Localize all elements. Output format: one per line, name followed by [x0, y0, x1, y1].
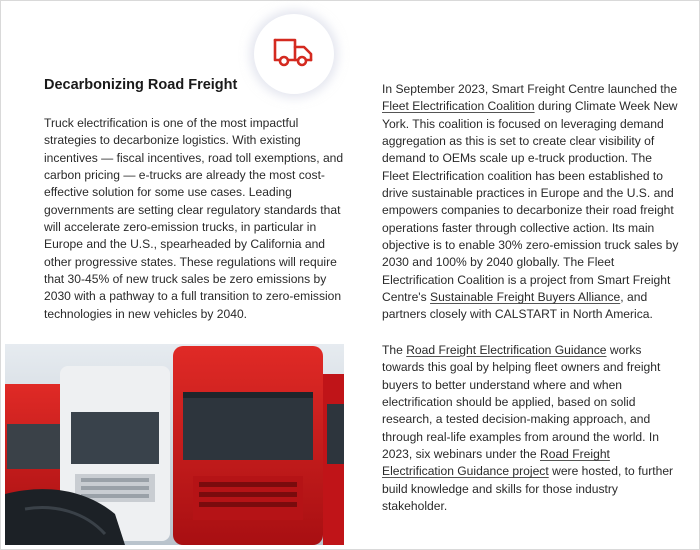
guidance-paragraph: [382, 342, 682, 515]
coalition-paragraph: [382, 81, 682, 324]
fleet-electrification-coalition-link[interactable]: Fleet Electrification Coalition: [382, 99, 535, 114]
text-span: were hosted, to further build knowledge and skills for those industry stakeholder.: [382, 464, 674, 514]
section-heading: Decarbonizing Road Freight: [44, 77, 238, 93]
text-span: In September 2023, Smart Freight Centre launched the: [382, 82, 678, 96]
intro-paragraph: Truck electrification is one of the most impactful strategies to decarbonize logistics. With existing incentives — fiscal incentives, road toll exemptions, and carbon pricing — e-trucks are already the most cost-effective solution for some use cases. Leading governments are setting clear regulatory standards that will accelerate zero-emission trucks, in particular in Europe and the U.S., spearheaded by California and other progressive states. These regulations will require that 30-45% of new truck sales be zero emissions by 2030 with a pathway to a full transition to zero-emission technologies in new vehicles by 2040.: [44, 116, 344, 321]
text-span: works towards this goal by helping fleet owners and freight buyers to better understand where and when electrification should be applied, based on solid research, a tested decision-making approach, and through real-life examples from around the world. In 2023, six webinars under the: [382, 343, 661, 462]
sustainable-freight-buyers-alliance-link[interactable]: Sustainable Freight Buyers Alliance: [430, 290, 621, 305]
text-span: , and partners closely with CALSTART in North America.: [382, 290, 653, 322]
guidance-project-link[interactable]: Road Freight Electrification Guidance project: [382, 447, 610, 479]
truck-icon: [273, 36, 315, 70]
truck-icon-badge: [254, 14, 334, 94]
text-span: during Climate Week New York. This coalition is focused on leveraging demand aggregation as this is set to create clear visibility of demand to OEMs scale up e-truck production. The Fleet Electrification coalition has been established to drive sustainable practices in Europe and the U.S. and empowers companies to decarbonize their road freight operations faster through collective action. Its main objective is to enable 30% zero-emission truck sales by 2030 and 100% by 2040 globally. The Fleet Electrification Coalition is a project from Smart Freight Centre's: [382, 99, 679, 305]
text-span: The: [382, 343, 407, 357]
road-freight-electrification-guidance-link[interactable]: Road Freight Electrification Guidance: [406, 343, 607, 357]
trucks-photo: [5, 344, 344, 545]
